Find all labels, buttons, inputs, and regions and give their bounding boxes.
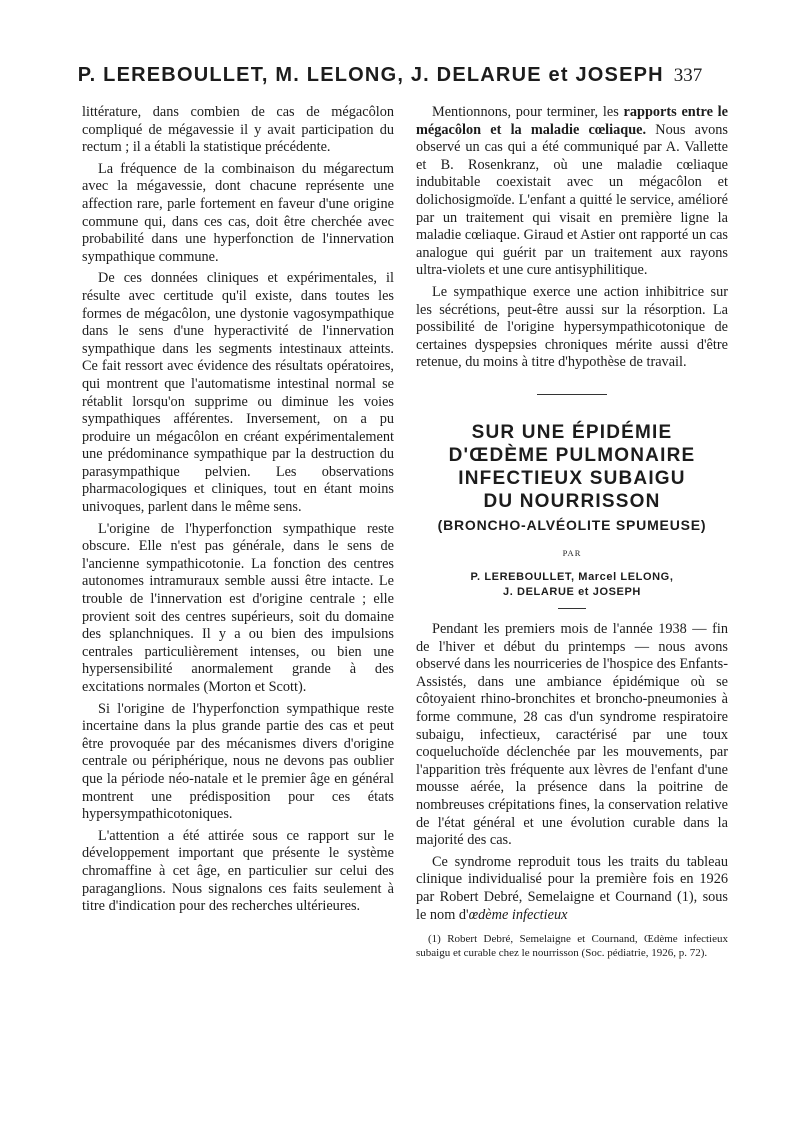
paragraph: La fréquence de la combinaison du mégarectum avec la mégavessie, dont chacune représente une affection rare, parle fortement en faveur d'une origine commune qui, dans ces cas, doit être cherchée avec probabilité dans une hyperfonction de l'innervation sympathique commune. — [82, 160, 394, 265]
paragraph — [416, 854, 728, 924]
footnote: (1) Robert Debré, Semelaigne et Cournand, Œdème infectieux subaigu et curable chez le nourrisson (Soc. pédiatrie, 1926, p. 72). — [416, 933, 728, 960]
running-head-authors: P. LEREBOULLET, M. LELONG, J. DELARUE et JOSEPH — [77, 64, 664, 86]
italic-term: œdème infectieux — [468, 906, 568, 923]
paragraph-intro: Mentionnons, pour terminer, les — [432, 104, 624, 120]
paragraph: Si l'origine de l'hyperfonction sympathique reste incertaine dans la plus grande partie des cas et peut être provoquée par des mécanismes divers d'origine centrale ou périphérique, nous ne devons pas oublier que la période néo-natale et le premier âge en général montrent une prédisposition pour ces états hypersympathicotoniques. — [82, 700, 394, 823]
right-column — [416, 104, 728, 960]
paragraph-rest: Nous avons observé un cas qui a été communiqué par A. Vallette et B. Rosenkranz, où une maladie cœliaque indubitable coexistait avec un mégacôlon et dolichosigmoïde. L'enfant a quitté le service, amélioré par un traitement qui visait en première ligne la maladie cœliaque. Giraud et Astier ont rapporté un cas analogue qui guérit par un traitement aux rayons ultra-violets et une cure antisyphilitique. — [416, 121, 728, 279]
paragraph — [416, 104, 728, 280]
article-authors — [416, 570, 728, 600]
paragraph: littérature, dans combien de cas de mégacôlon compliqué de mégavessie il y avait participation du rectum ; il a établi la statistique précédente. — [82, 104, 394, 156]
par-label: PAR — [562, 547, 582, 558]
paragraph: De ces données cliniques et expérimentales, il résulte avec certitude qu'il existe, dans toutes les formes de mégacôlon, une dystonie vagosympathique dans le sens d'une hyperactivité de l'innervation sympathique dans les segments intestinaux atteints. Ce fait ressort avec évidence des résultats opératoires, qui montrent que l'automatisme intestinal normal se rétablit lorsqu'on supprime ou diminue les voies sympathiques afférentes. Inversement, on a pu produire un mégacôlon en créant expérimentalement une prédominance sympathique par la destruction du parasympathique pelvien. Les observations pharmacologiques et cliniques, tout en étant moins univoques, parlent dans le même sens. — [82, 270, 394, 516]
article-title-line: D'ŒDÈME PULMONAIRE — [448, 444, 696, 466]
paragraph: Le sympathique exerce une action inhibitrice sur les sécrétions, peut-être aussi sur la résorption. La possibilité de l'origine hypersympathicotonique de certaines dyspepsies chroniques mérite aussi d'être retenue, du moins à titre d'hypothèse de travail. — [416, 283, 728, 371]
article-title-line: INFECTIEUX SUBAIGU — [458, 467, 686, 489]
paragraph: L'attention a été attirée sous ce rapport sur le développement important que présente le système chromaffine à cet âge, en particulier sur celui des paraganglions. Nous signalons ces faits seulement à titre d'indication pour des recherches ultérieures. — [82, 827, 394, 915]
article-title-line: SUR UNE ÉPIDÉMIE — [471, 421, 673, 443]
section-divider — [537, 394, 607, 395]
article-title-line: DU NOURRISSON — [483, 490, 661, 512]
authors-line: P. LEREBOULLET, Marcel LELONG, — [470, 571, 674, 584]
article-subtitle: (BRONCHO-ALVÉOLITE SPUMEUSE) — [437, 516, 707, 533]
left-column — [82, 104, 394, 920]
authors-line: J. DELARUE et JOSEPH — [503, 586, 641, 599]
page-number: 337 — [673, 65, 703, 86]
paragraph: Pendant les premiers mois de l'année 1938 — fin de l'hiver et début du printemps — nous avons observé dans les nourriceries de l'hospice des Enfants-Assistés, dans une ambiance épidémique où se côtoyaient rhino-bronchites et broncho-pneumonies à forme commune, 28 cas d'un syndrome respiratoire subaigu, infectieux, caractérisé par une toux coqueluchoïde déclenchée par les mouvements, par l'apparition très fréquente aux lèvres de l'enfant d'une mousse aérée, la présence dans la poitrine de nombreuses crépitations fines, la conservation relative de l'état général et une évolution curable dans la majorité des cas. — [416, 621, 728, 849]
authors-divider — [558, 608, 586, 609]
article-heading — [416, 421, 728, 609]
running-head — [60, 64, 720, 87]
bold-phrase: rapports entre le mégacôlon et la maladie cœliaque. — [416, 104, 728, 138]
paragraph-text: Ce syndrome reproduit tous les traits du tableau clinique individualisé pour la première fois en 1926 par Robert Debré, Semelaigne et Cournand (1), sous le nom d' — [416, 853, 728, 923]
paragraph: L'origine de l'hyperfonction sympathique reste obscure. Elle n'est pas générale, dans le sens de l'ancienne sympathicotonie. La fonction des centres autonomes intramuraux semble aussi être intacte. Le trouble de l'innervation est d'origine centrale ; elle provient soit des centres supérieurs, soit du domaine des splanchniques. Il y a ou bien des impulsions centrales particulièrement intenses, ou bien une hypersensibilité anormalement grande à des excitations normales (Morton et Scott). — [82, 520, 394, 695]
